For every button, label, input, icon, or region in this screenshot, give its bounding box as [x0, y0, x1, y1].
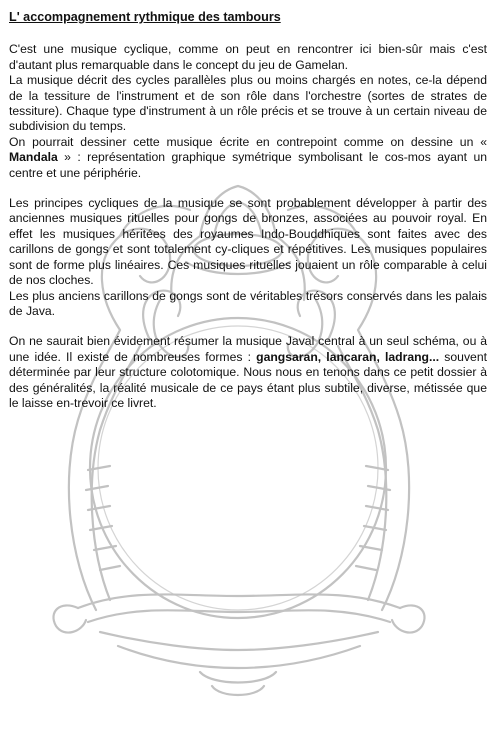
paragraph-cycles: La musique décrit des cycles parallèles plus ou moins chargés en notes, ce-la dépend de la tessiture de l'instrument et de son rôle dans l'orchestre (sortes de strates de tessiture). Chaque type d'instrument à un rôle précis et se trouve à un certain niveau de subdivision du temps.: [9, 73, 487, 134]
document-body: [9, 10, 487, 411]
paragraph-gong-treasures: Les plus anciens carillons de gongs sont de véritables trésors conservés dans les palais de Java.: [9, 288, 487, 318]
mandala-text-after: » : représentation graphique symétrique symbolisant le cos-mos ayant un centre et une périphérie.: [9, 150, 487, 180]
paragraph-spacer: [9, 319, 487, 334]
forms-text-after: souvent déterminée par leur structure colotomique. Nous nous en tenons dans ce petit dossier à des généralités, la réalité musicale de ce pays étant plus subtile, diverse, métissée que le laisse en-trevoir ce livret.: [9, 349, 487, 410]
page-title: L' accompagnement rythmique des tambours: [9, 10, 281, 24]
paragraph-ritual-music: Les principes cycliques de la musique se sont probablement développer à partir des anciennes musiques rituelles pour gongs de bronzes, associées au pouvoir royal. En effet les musiques héritées des royaumes Indo-Bouddhiques sont faites avec des carillons de gongs et sont totalement cy-cliques et répétitives. Les musiques populaires sont de forme plus linéaires. Ces musiques rituelles jouaient un rôle comparable à celui de nos cloches.: [9, 196, 487, 288]
mandala-term: Mandala: [9, 150, 58, 165]
forms-terms: gangsaran, lancaran, ladrang...: [256, 349, 440, 364]
mandala-text-before: On pourrait dessiner cette musique écrite en contrepoint comme on dessine un «: [9, 134, 487, 149]
paragraph-intro: C'est une musique cyclique, comme on peut en rencontrer ici bien-sûr mais c'est d'autant plus remarquable dans le concept du jeu de Gamelan.: [9, 42, 487, 72]
paragraph-forms: [9, 334, 487, 411]
paragraph-spacer: [9, 181, 487, 196]
paragraph-mandala: [9, 135, 487, 181]
forms-text-before: On ne saurait bien évidement résumer la musique Javal central à un seul schéma, ou à une idée. Il existe de nombreuses formes :: [9, 334, 487, 364]
